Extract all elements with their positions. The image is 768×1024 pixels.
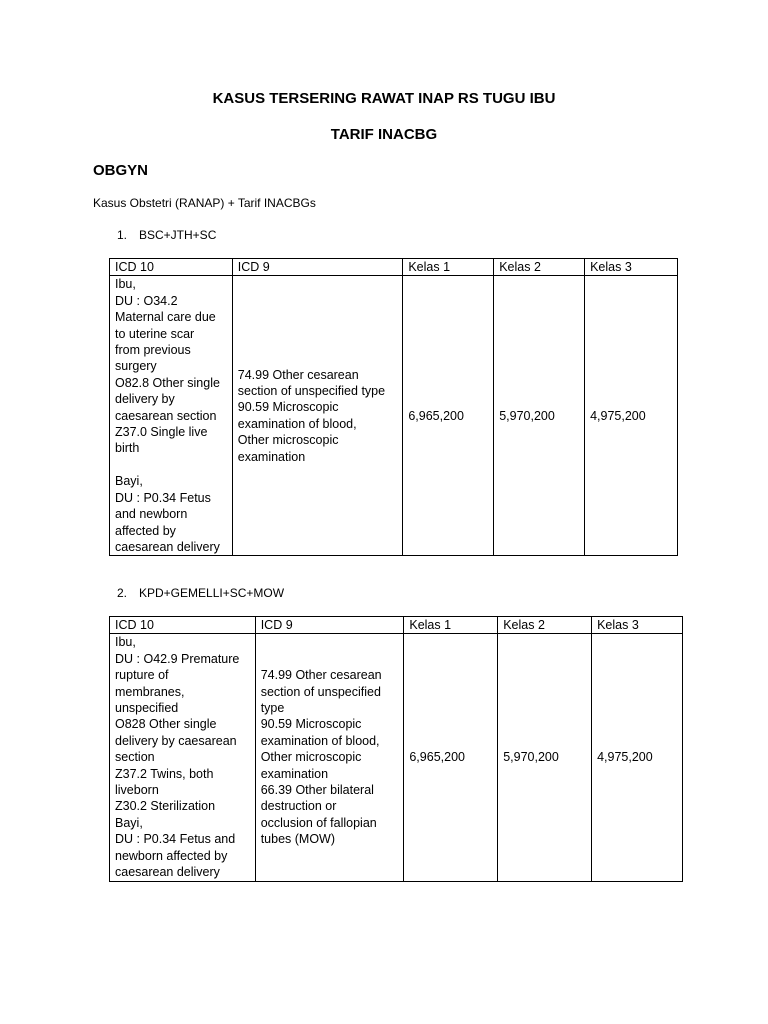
column-header-kelas1: Kelas 1 [404,617,498,634]
column-header-icd9: ICD 9 [232,259,403,276]
column-header-kelas3: Kelas 3 [592,617,683,634]
icd9-cell: 74.99 Other cesarean section of unspecified type 90.59 Microscopic examination of blood, Other microscopic examination 66.39 Other bilateral destruction or occlusion of fallopian tubes (MOW) [255,634,404,881]
column-header-icd10: ICD 10 [110,617,256,634]
icd10-cell: Ibu, DU : O34.2 Maternal care due to uterine scar from previous surgery O82.8 Other single delivery by caesarean section Z37.0 Single live birth Bayi, DU : P0.34 Fetus and newborn affected by caesarean delivery [110,276,233,556]
icd10-cell: Ibu, DU : O42.9 Premature rupture of membranes, unspecified O828 Other single delivery by caesarean section Z37.2 Twins, both liveborn Z30.2 Sterilization Bayi, DU : P0.34 Fetus and newborn affected by caesarean delivery [110,634,256,881]
intro-text: Kasus Obstetri (RANAP) + Tarif INACBGs [93,196,316,210]
column-header-kelas3: Kelas 3 [585,259,678,276]
case-number: 1. [117,228,128,242]
table-row [110,634,683,881]
column-header-kelas2: Kelas 2 [494,259,585,276]
case-item-2 [117,586,284,600]
tariff-table-2 [109,616,683,882]
kelas1-cell: 6,965,200 [404,634,498,881]
column-header-icd9: ICD 9 [255,617,404,634]
section-heading: OBGYN [93,162,149,179]
case-label: KPD+GEMELLI+SC+MOW [139,586,285,600]
table-header-row [110,617,683,634]
icd9-cell: 74.99 Other cesarean section of unspecified type 90.59 Microscopic examination of blood, Other microscopic examination [232,276,403,556]
tariff-table-1 [109,258,678,556]
table-row [110,276,678,556]
column-header-kelas1: Kelas 1 [403,259,494,276]
table-header-row [110,259,678,276]
column-header-kelas2: Kelas 2 [498,617,592,634]
kelas2-cell: 5,970,200 [498,634,592,881]
kelas3-cell: 4,975,200 [585,276,678,556]
case-item-1 [117,228,216,242]
kelas1-cell: 6,965,200 [403,276,494,556]
kelas3-cell: 4,975,200 [592,634,683,881]
kelas2-cell: 5,970,200 [494,276,585,556]
case-label: BSC+JTH+SC [139,228,217,242]
document-subtitle: TARIF INACBG [330,126,438,143]
document-title: KASUS TERSERING RAWAT INAP RS TUGU IBU [212,90,556,107]
column-header-icd10: ICD 10 [110,259,233,276]
case-number: 2. [117,586,128,600]
